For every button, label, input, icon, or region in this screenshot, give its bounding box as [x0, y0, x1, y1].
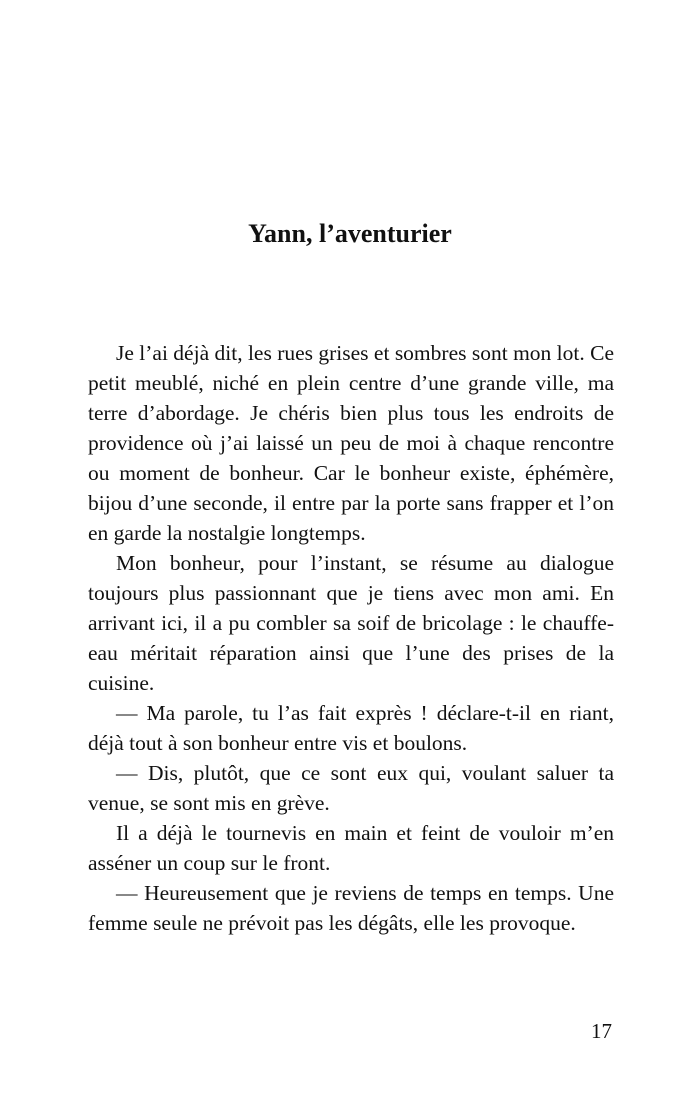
- chapter-body: [88, 338, 614, 938]
- paragraph-4: — Dis, plutôt, que ce sont eux qui, voulant saluer ta venue, se sont mis en grève.: [88, 761, 614, 815]
- paragraph-5: Il a déjà le tournevis en main et feint de vouloir m’en asséner un coup sur le front.: [88, 821, 614, 875]
- page-number: 17: [591, 1019, 612, 1043]
- paragraph-1: Je l’ai déjà dit, les rues grises et sombres sont mon lot. Ce petit meublé, niché en plein centre d’une grande ville, ma terre d’abordage. Je chéris bien plus tous les endroits de providence où j’ai laissé un peu de moi à chaque rencontre ou moment de bonheur. Car le bonheur existe, éphémère, bijou d’une seconde, il entre par la porte sans frapper et l’on en garde la nostalgie longtemps.: [88, 341, 614, 545]
- chapter-title: Yann, l’aventurier: [248, 219, 452, 248]
- paragraph-2: Mon bonheur, pour l’instant, se résume au dialogue toujours plus passionnant que je tiens avec mon ami. En arrivant ici, il a pu combler sa soif de bricolage : le chauffe-eau méritait réparation ainsi que l’une des prises de la cuisine.: [88, 551, 614, 695]
- paragraph-3: — Ma parole, tu l’as fait exprès ! déclare-t-il en riant, déjà tout à son bonheur entre vis et boulons.: [88, 701, 614, 755]
- paragraph-6: — Heureusement que je reviens de temps en temps. Une femme seule ne prévoit pas les dégâts, elle les provoque.: [88, 881, 614, 935]
